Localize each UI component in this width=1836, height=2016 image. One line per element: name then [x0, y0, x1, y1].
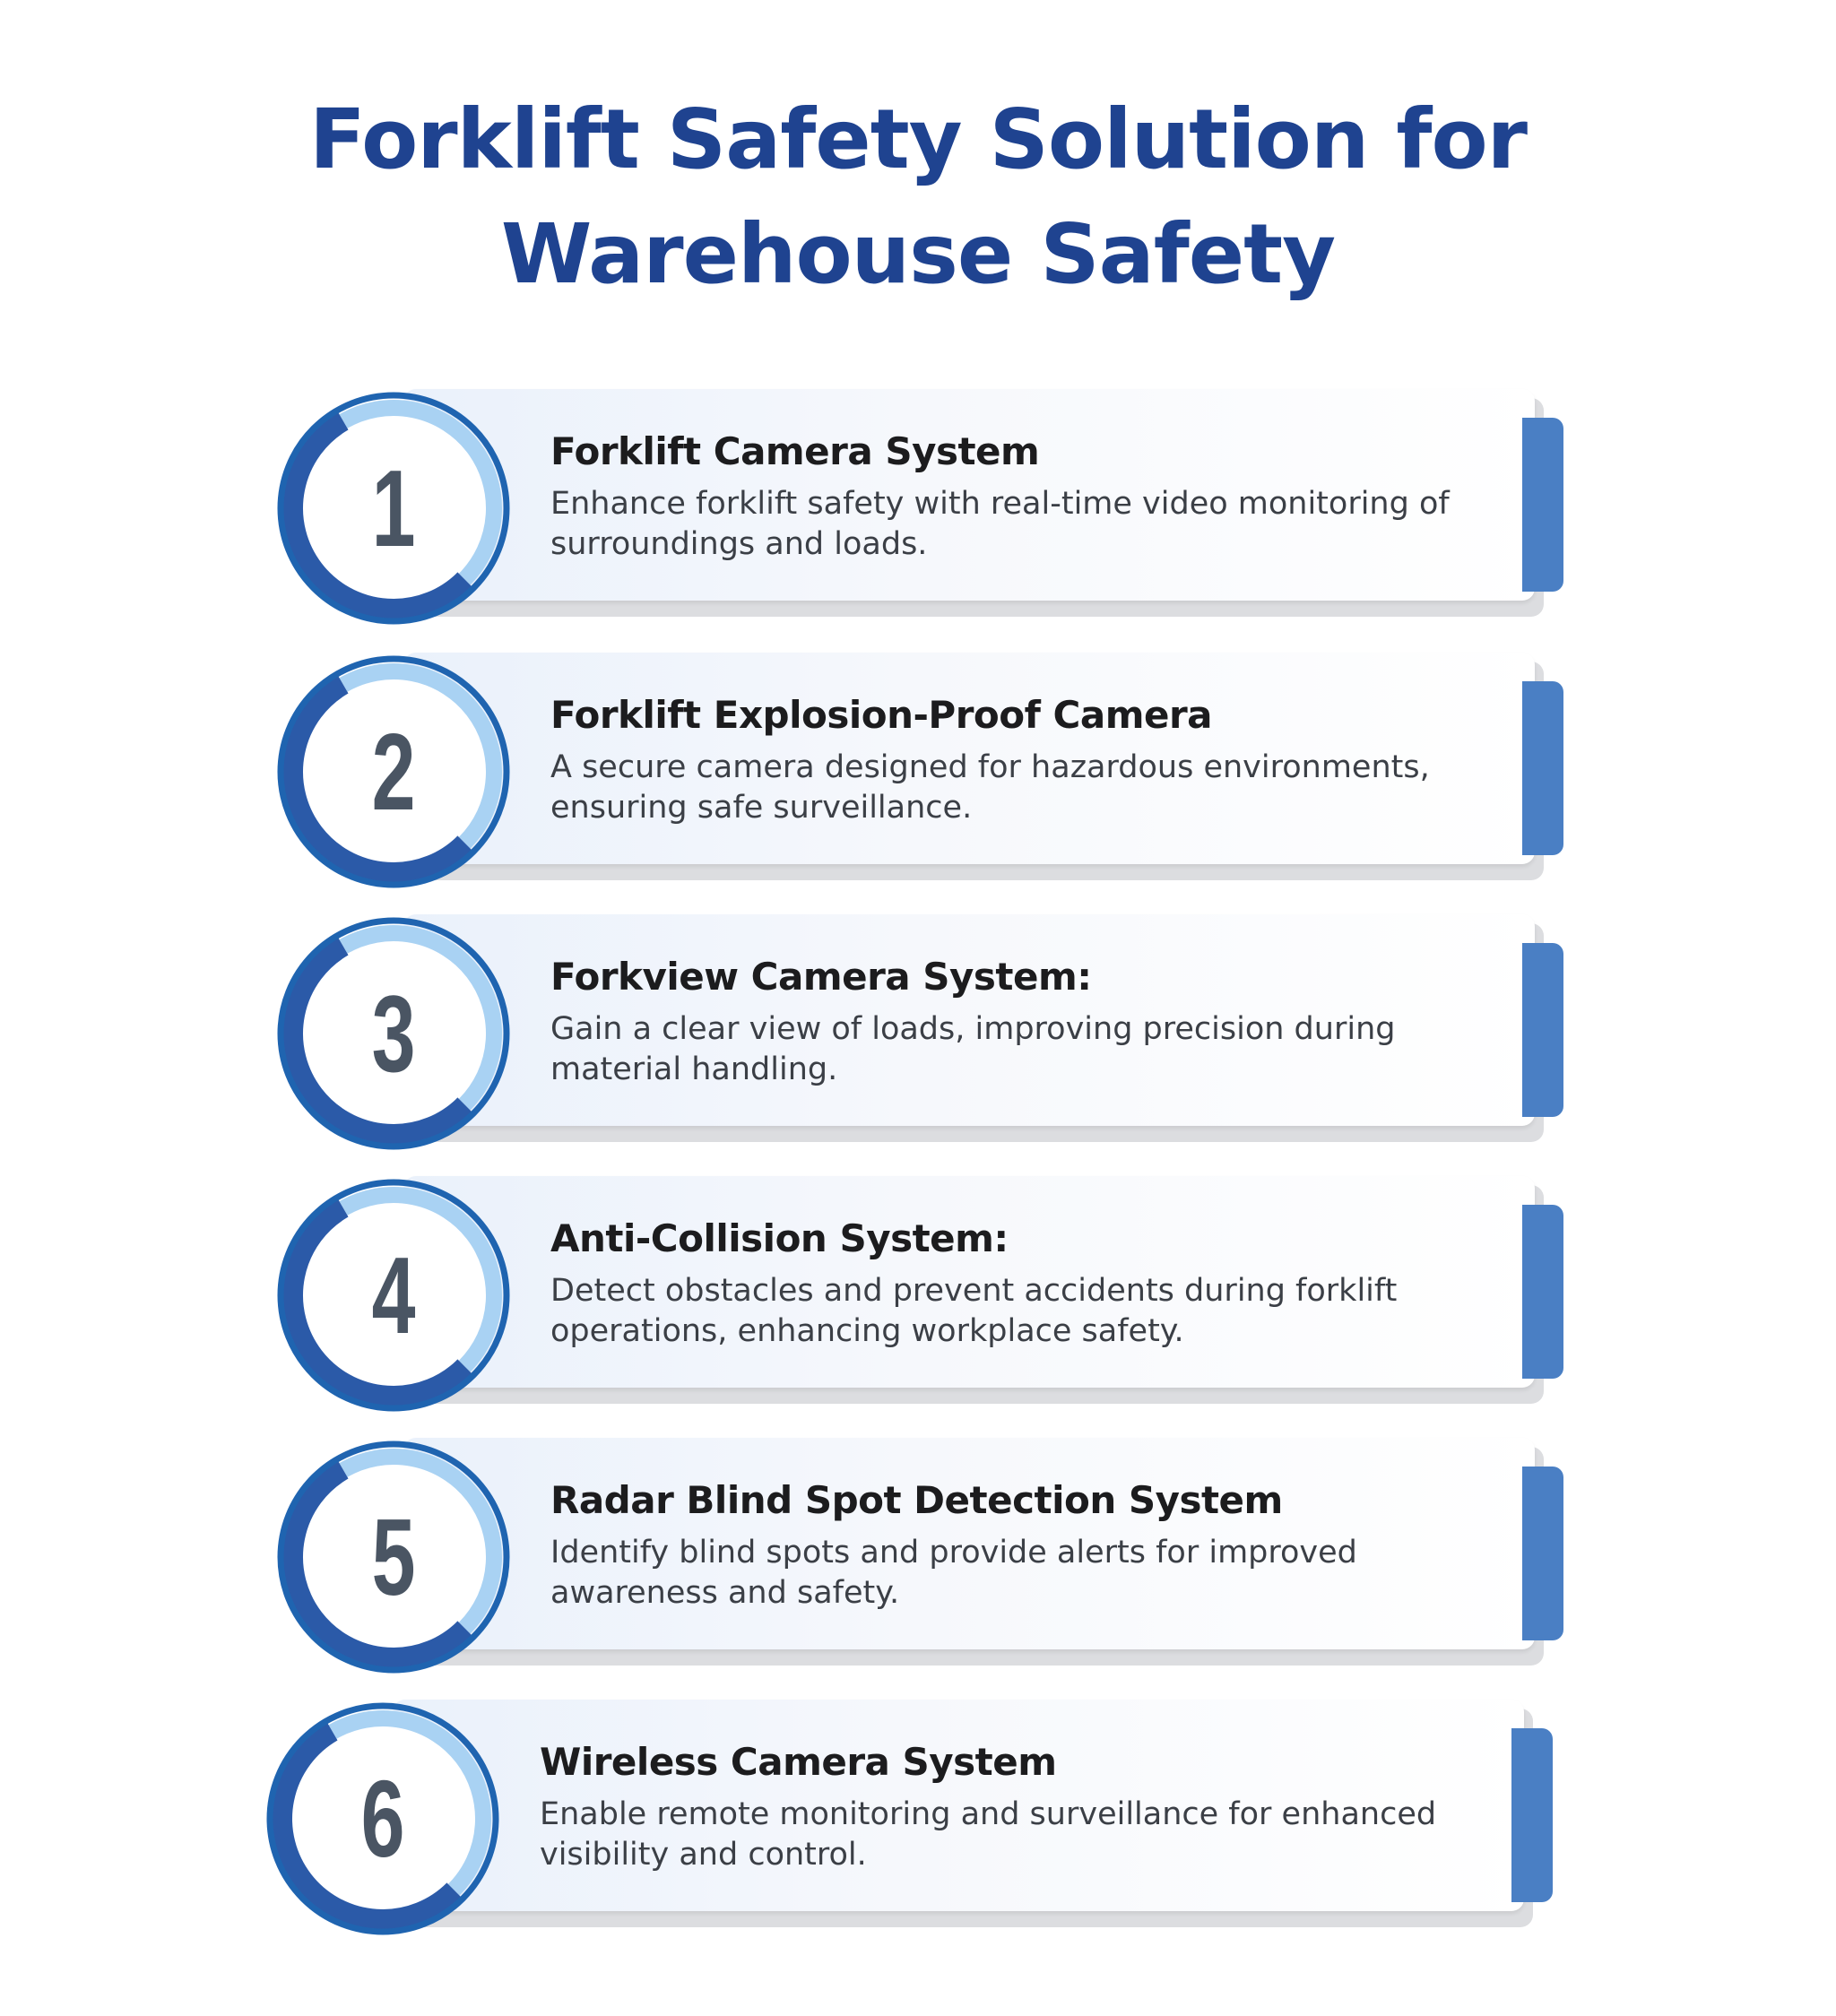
- item-description: Enable remote monitoring and surveillance for enhanced visibility and control.: [540, 1796, 1437, 1873]
- number-badge: [276, 916, 511, 1151]
- card-tab: [1522, 1205, 1563, 1379]
- item-title: Wireless Camera System: [540, 1740, 1057, 1784]
- item-title: Forklift Camera System: [550, 429, 1040, 473]
- step-number: 2: [371, 711, 416, 833]
- item-description: Gain a clear view of loads, improving precision during material handling.: [550, 1011, 1396, 1087]
- list-item-4: [269, 1171, 1578, 1413]
- number-badge: [276, 1178, 511, 1413]
- card-tab: [1522, 1467, 1563, 1640]
- card-tab: [1522, 943, 1563, 1117]
- item-description: Detect obstacles and prevent accidents during forklift operations, enhancing workplace safety.: [550, 1273, 1398, 1349]
- number-badge: [276, 1440, 511, 1674]
- number-badge: [276, 654, 511, 889]
- page-title-line-2: Warehouse Safety: [500, 206, 1336, 302]
- card-tab: [1522, 418, 1563, 592]
- page-title: [0, 82, 1836, 312]
- item-title: Forkview Camera System:: [550, 955, 1092, 999]
- list-item-1: [269, 384, 1578, 626]
- item-title: Anti-Collision System:: [550, 1216, 1009, 1260]
- list-item-2: [269, 647, 1578, 889]
- item-title: Forklift Explosion-Proof Camera: [550, 693, 1212, 737]
- card-tab: [1511, 1728, 1553, 1902]
- page-title-line-1: Forklift Safety Solution for: [308, 91, 1528, 187]
- step-number: 4: [371, 1234, 416, 1356]
- number-badge: [276, 391, 511, 626]
- item-description: Identify blind spots and provide alerts for improved awareness and safety.: [550, 1535, 1357, 1611]
- number-badge: [265, 1701, 500, 1936]
- item-description: A secure camera designed for hazardous environments, ensuring safe surveillance.: [550, 749, 1430, 826]
- step-number: 6: [360, 1758, 405, 1880]
- list-item-6: [258, 1694, 1567, 1936]
- list-item-5: [269, 1432, 1578, 1674]
- step-number: 5: [371, 1496, 416, 1618]
- item-title: Radar Blind Spot Detection System: [550, 1478, 1283, 1522]
- step-number: 1: [371, 447, 416, 569]
- item-description: Enhance forklift safety with real-time video monitoring of surroundings and loads.: [550, 486, 1450, 562]
- list-item-3: [269, 909, 1578, 1151]
- card-tab: [1522, 681, 1563, 855]
- step-number: 3: [371, 973, 416, 1095]
